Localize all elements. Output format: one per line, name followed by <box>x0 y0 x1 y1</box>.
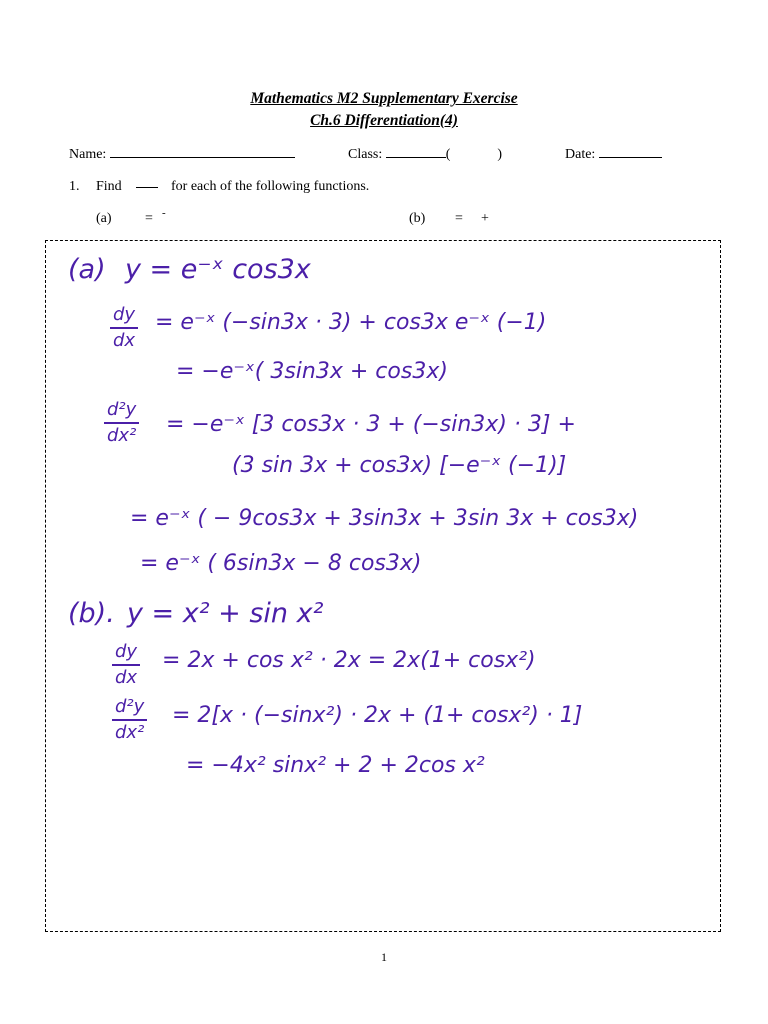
hw-dx2: dx² <box>112 719 147 742</box>
part-b-plus: + <box>481 211 489 226</box>
hw-d2y: d²y <box>115 696 145 717</box>
date-field <box>565 145 662 164</box>
hw-b-line-3: = −4x² sinx² + 2 + 2cos x² <box>186 753 485 778</box>
question-number: 1. <box>69 179 80 194</box>
hw-d2y-dx2 <box>104 401 139 445</box>
class-field <box>348 145 502 164</box>
part-b-label: (b) <box>409 211 426 226</box>
hw-a-line-6: = e⁻ˣ ( 6sin3x − 8 cos3x) <box>140 551 422 576</box>
hw-dx2: dx² <box>104 422 139 445</box>
class-paren-close: ) <box>497 147 503 162</box>
hw-dx: dx <box>112 664 140 687</box>
name-label: Name: <box>69 147 107 162</box>
hw-d2y-dx2-2 <box>112 698 147 742</box>
page-title: Mathematics M2 Supplementary Exercise <box>250 90 518 107</box>
hw-a-line-3: = −e⁻ˣ [3 cos3x · 3 + (−sin3x) · 3] + <box>166 412 576 437</box>
hw-a-label: (a) <box>68 254 106 285</box>
hw-a-function: y = e⁻ˣ cos3x <box>125 254 311 285</box>
hw-b-line-2: = 2[x · (−sinx²) · 2x + (1+ cosx²) · 1] <box>172 703 583 728</box>
hw-dy-dx-2 <box>112 643 140 687</box>
hw-a-line-2: = −e⁻ˣ( 3sin3x + cos3x) <box>176 359 448 384</box>
hw-dy: dy <box>115 641 138 662</box>
part-a-mark: - <box>162 207 166 219</box>
class-label: Class: <box>348 147 383 162</box>
hw-a-line-1: = e⁻ˣ (−sin3x · 3) + cos3x e⁻ˣ (−1) <box>155 310 547 335</box>
question-find: Find <box>96 179 122 194</box>
date-label: Date: <box>565 147 596 162</box>
hw-dy-dx-1 <box>110 306 138 350</box>
date-blank <box>599 145 662 158</box>
page-subtitle: Ch.6 Differentiation(4) <box>310 112 458 129</box>
hw-a-line-4: (3 sin 3x + cos3x) [−e⁻ˣ (−1)] <box>232 453 567 478</box>
part-b-equals: = <box>455 211 463 226</box>
answer-box <box>45 240 721 932</box>
hw-dy: dy <box>113 304 136 325</box>
hw-b-line-1: = 2x + cos x² · 2x = 2x(1+ cosx²) <box>162 648 536 673</box>
hw-b-label: (b). <box>68 598 115 629</box>
page-number: 1 <box>381 950 387 964</box>
hw-a-line-5: = e⁻ˣ ( − 9cos3x + 3sin3x + 3sin 3x + cos3x) <box>130 506 639 531</box>
part-a-equals: = <box>145 211 153 226</box>
question-text: for each of the following functions. <box>171 179 370 194</box>
name-blank <box>110 145 295 158</box>
class-blank <box>386 145 446 158</box>
hw-b-function: y = x² + sin x² <box>127 598 324 629</box>
class-paren-open: ( <box>445 147 451 162</box>
part-a-label: (a) <box>96 211 112 226</box>
hw-d2y: d²y <box>107 399 137 420</box>
hw-dx: dx <box>110 327 138 350</box>
name-field <box>69 145 295 164</box>
fraction-bar <box>136 187 158 188</box>
